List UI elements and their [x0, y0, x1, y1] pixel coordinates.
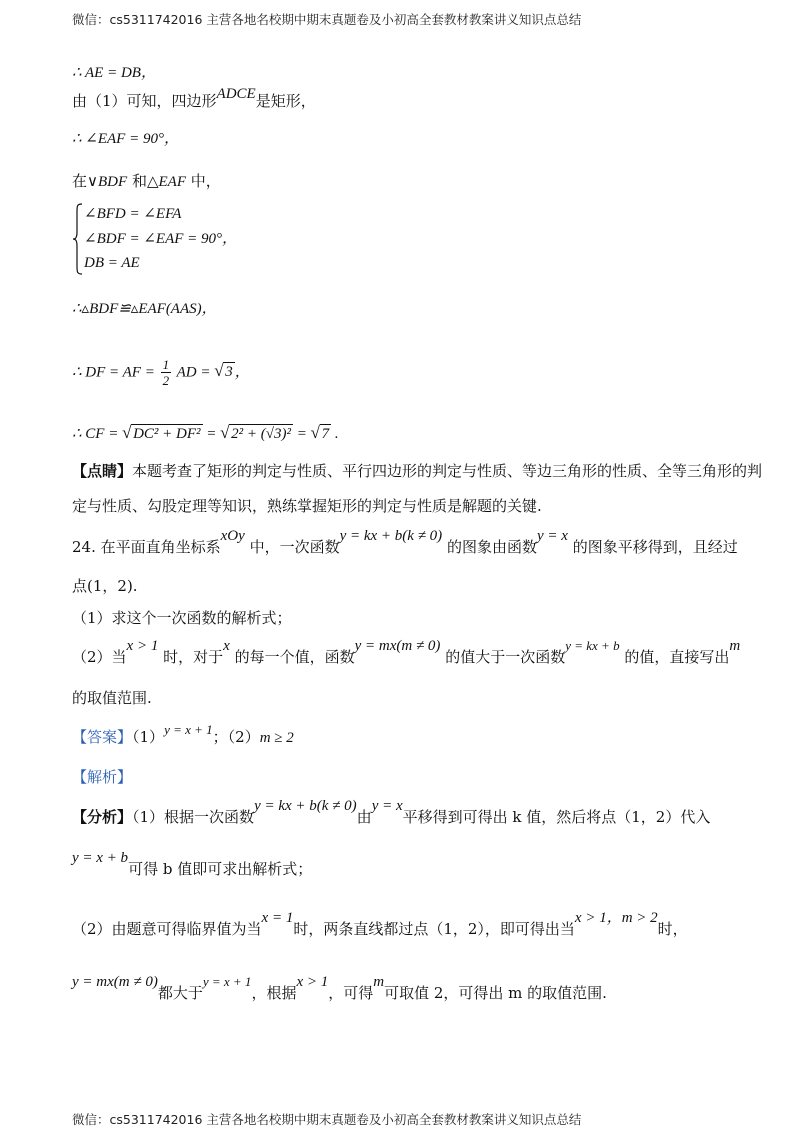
fraction-numerator: 1 — [162, 357, 170, 372]
math-y-equals-x: y = x — [371, 798, 403, 814]
question-line-1 — [72, 528, 738, 559]
analysis-text: ，可得 — [328, 984, 374, 1002]
analysis-text: 平移得到可得出 k 值，然后将点（1，2）代入 — [402, 808, 711, 826]
analysis-tag: 【解析】 — [72, 768, 133, 786]
sqrt-radicand: 3 — [223, 362, 235, 383]
question-text: 的值，直接写出 — [624, 648, 730, 666]
question-text: 的每一个值，函数 — [234, 648, 355, 666]
sqrt-7: √ 7 — [311, 424, 332, 445]
proof-line-6 — [72, 358, 250, 388]
math-xoy: xOy — [220, 528, 245, 544]
system-line-3: DB = AE — [84, 255, 140, 271]
page-footer: 微信：cs5311742016 主营各地名校期中期末真题卷及小初高全套教材教案讲义知识点总结 — [72, 1112, 582, 1127]
analysis-line-2 — [72, 850, 313, 881]
sqrt-radicand: 2² + (√3)² — [229, 424, 293, 445]
math-conditions: x > 1，m > 2 — [574, 910, 658, 926]
question-line-2: 点(1，2). — [72, 577, 138, 595]
math-m: m — [729, 638, 741, 654]
sqrt-3: √ 3 — [214, 362, 235, 383]
math-m: m — [373, 974, 385, 990]
sqrt-dc-df: √ DC² + DF² — [122, 424, 202, 445]
system-line-2: ∠BDF = ∠EAF = 90°， — [84, 230, 238, 247]
question-text: 的图象由函数 — [446, 538, 537, 556]
question-part-2 — [72, 638, 741, 669]
math-y-mx: y = mx(m ≠ 0) — [354, 638, 441, 654]
analysis-text: （2）由题意可得临界值为当 — [72, 920, 262, 938]
analysis-line-3 — [72, 910, 688, 941]
proof-line-6-lhs: ∴ DF = AF = — [72, 364, 155, 381]
analysis-text: 可取值 2，可得出 m 的取值范围. — [384, 984, 607, 1002]
fraction-one-half — [161, 358, 172, 388]
triangle-eaf: △EAF — [146, 174, 186, 190]
proof-line-1: ∴ AE = DB， — [72, 65, 156, 81]
analysis-text: 可得 b 值即可求出解析式； — [128, 860, 313, 878]
proof-line-4 — [72, 172, 221, 193]
answer-tag: 【答案】 — [72, 728, 133, 746]
math-linear-function: y = kx + b(k ≠ 0) — [339, 528, 443, 544]
proof-line-3: ∴ ∠EAF = 90°， — [72, 131, 179, 147]
analysis-text: 都大于 — [157, 984, 203, 1002]
question-text: （2）当 — [72, 648, 127, 666]
system-line-1: ∠BFD = ∠EFA — [84, 206, 182, 222]
proof-line-4-text: 在 — [72, 172, 88, 190]
analysis-text: 由 — [356, 808, 372, 826]
math-y-kx-b: y = kx + b — [565, 638, 620, 653]
math-y-mx: y = mx(m ≠ 0) — [72, 974, 158, 990]
sqrt-numeric: √ 2² + (√3)² — [220, 424, 293, 445]
page-header: 微信：cs5311742016 主营各地名校期中期末真题卷及小初高全套教材教案讲义知识点总结 — [72, 12, 582, 27]
fraction-denominator: 2 — [162, 373, 170, 388]
comment-line-1 — [72, 462, 762, 482]
question-text: 的值大于一次函数 — [445, 648, 566, 666]
proof-line-2-text: 由（1）可知，四边形 — [72, 92, 217, 110]
proof-line-7-lhs: ∴ CF = — [72, 426, 119, 442]
question-text: 中，一次函数 — [249, 538, 340, 556]
math-linear-function: y = kx + b(k ≠ 0) — [254, 798, 357, 814]
math-y-equals-x: y = x — [536, 528, 568, 544]
answer-part-1-math: y = x + 1 — [164, 722, 213, 737]
proof-line-2 — [72, 86, 316, 113]
math-x-gt-1: x > 1 — [126, 638, 159, 654]
comment-tag: 【点睛】 — [72, 462, 133, 480]
question-text: 时，对于 — [163, 648, 224, 666]
math-x: x — [223, 638, 230, 654]
math-x-eq-1: x = 1 — [261, 910, 294, 926]
proof-line-7-end: . — [334, 426, 339, 442]
analysis-text: 时， — [657, 920, 688, 938]
proof-line-4-end: 中， — [190, 172, 221, 190]
sqrt-radicand: DC² + DF² — [131, 424, 202, 445]
proof-line-7 — [72, 424, 339, 445]
analysis-line-1 — [72, 798, 711, 829]
left-brace-icon — [72, 202, 84, 276]
analysis-text: 时，两条直线都过点（1，2），即可得出当 — [293, 920, 575, 938]
proof-line-4-and: 和 — [131, 172, 147, 190]
sqrt-radicand: 7 — [320, 424, 332, 445]
question-part-1: （1）求这个一次函数的解析式； — [72, 609, 292, 627]
question-text: 的图象平移得到，且经过 — [572, 538, 738, 556]
math-y-x-b: y = x + b — [72, 850, 129, 866]
proof-line-6-end: ， — [234, 364, 250, 381]
analysis-text: ，根据 — [251, 984, 297, 1002]
question-number-text: 24. 在平面直角坐标系 — [72, 538, 221, 556]
analysis-line-4 — [72, 974, 607, 1005]
math-y-x-1: y = x + 1 — [202, 974, 252, 989]
equals-sign: = — [296, 426, 307, 442]
proof-line-2-text-end: 是矩形， — [255, 92, 316, 110]
analysis-text: （1）根据一次函数 — [132, 808, 255, 826]
answer-part-1-label: （1） — [132, 728, 165, 746]
answer-line — [72, 722, 294, 749]
analysis-sub-tag: 【分析】 — [72, 808, 133, 826]
proof-line-2-math: ADCE — [216, 86, 256, 102]
triangle-bdf: ∨BDF — [87, 174, 128, 190]
comment-text: 本题考查了矩形的判定与性质、平行四边形的判定与性质、等边三角形的性质、全等三角形的判 — [132, 462, 763, 480]
answer-part-2-math: m ≥ 2 — [259, 730, 294, 746]
equals-sign: = — [206, 426, 217, 442]
proof-line-6-mid: AD = — [176, 364, 211, 381]
math-x-gt-1: x > 1 — [296, 974, 329, 990]
answer-separator: ；（2） — [212, 728, 260, 746]
proof-line-5: ∴▵BDF≌▵EAF(AAS)， — [72, 301, 217, 317]
question-line-3: 的取值范围. — [72, 689, 152, 707]
comment-line-2: 定与性质、勾股定理等知识，熟练掌握矩形的判定与性质是解题的关键. — [72, 497, 542, 515]
